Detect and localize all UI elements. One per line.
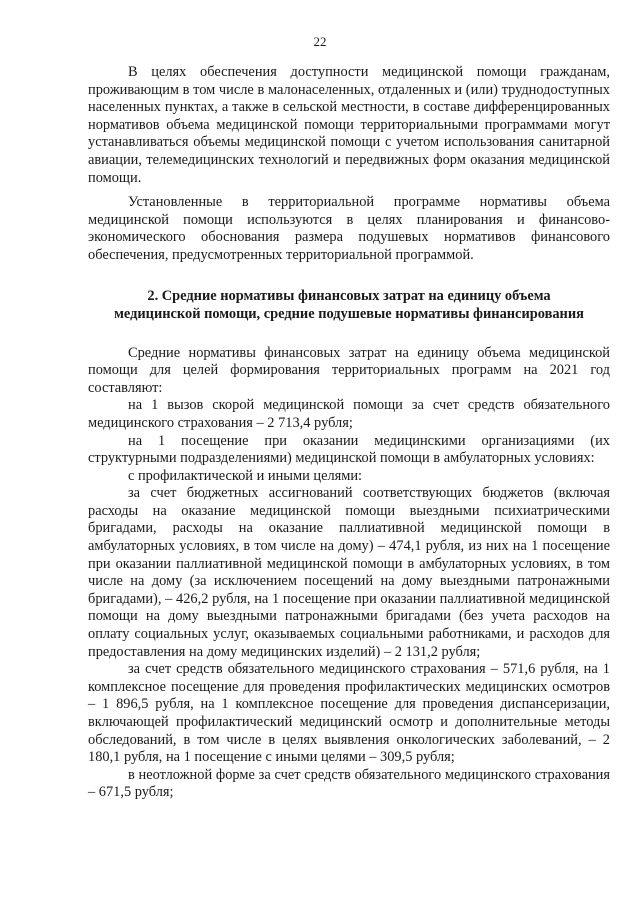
document-body <box>88 64 610 802</box>
section-heading-line-1: 2. Средние нормативы финансовых затрат на единицу объема <box>147 287 551 304</box>
paragraph-outpatient-visit: на 1 посещение при оказании медицинскими организациями (их структурными подразделениями) медицинской помощи в амбулаторных условиях: <box>88 432 610 467</box>
paragraph-oms-funds: за счет средств обязательного медицинского страхования – 571,6 рубля, на 1 комплексное посещение для проведения профилактических медицинских осмотров – 1 896,5 рубля, на 1 комплексное посещение для проведения диспансеризации, включающей профилактический медицинский осмотр и дополнительные методы обследований, в том числе в целях выявления онкологических заболеваний, – 2 180,1 рубля, на 1 посещение с иными целями – 309,5 рубля; <box>88 661 610 766</box>
paragraph-planning-norms: Установленные в территориальной программе нормативы объема медицинской помощи используются в целях планирования и финансово-экономического обоснования размера подушевых нормативов финансового обеспечения, предусмотренных территориальной программой. <box>88 194 610 263</box>
paragraph-intro-norms: Средние нормативы финансовых затрат на единицу объема медицинской помощи для целей формирования территориальных программ на 2021 год составляют: <box>88 344 610 396</box>
paragraph-preventive-purposes: с профилактической и иными целями: <box>128 467 363 484</box>
section-heading <box>88 287 610 323</box>
page-number: 22 <box>313 34 327 49</box>
section-heading-line-2: медицинской помощи, средние подушевые нормативы финансирования <box>114 305 584 322</box>
paragraph-sanitary-aviation: В целях обеспечения доступности медицинской помощи гражданам, проживающим в том числе в малонаселенных, отдаленных и (или) труднодоступных населенных пунктах, а также в сельской местности, в составе дифференцированных нормативов объема медицинской помощи территориальными программами могут устанавливаться объемы медицинской помощи с учетом использования санитарной авиации, телемедицинских технологий и передвижных форм оказания медицинской помощи. <box>88 64 610 186</box>
paragraph-ambulance-call: на 1 вызов скорой медицинской помощи за счет средств обязательного медицинского страхования – 2 713,4 рубля; <box>88 397 610 431</box>
paragraph-budget-allocations: за счет бюджетных ассигнований соответствующих бюджетов (включая расходы на оказание медицинской помощи выездными психиатрическими бригадами, расходы на оказание паллиативной медицинской помощи в амбулаторных условиях, в том числе на дому) – 474,1 рубля, из них на 1 посещение при оказании паллиативной медицинской помощи в амбулаторных условиях, в том числе на дому (за исключением посещений на дому выездными патронажными бригадами), – 426,2 рубля, на 1 посещение при оказании паллиативной медицинской помощи на дому выездными патронажными бригадами (без учета расходов на оплату социальных услуг, оказываемых социальными работниками, и расходов для предоставления на дому медицинских изделий) – 2 131,2 рубля; <box>88 485 610 660</box>
paragraph-urgent-care: в неотложной форме за счет средств обязательного медицинского страхования – 671,5 рубля; <box>88 766 610 801</box>
